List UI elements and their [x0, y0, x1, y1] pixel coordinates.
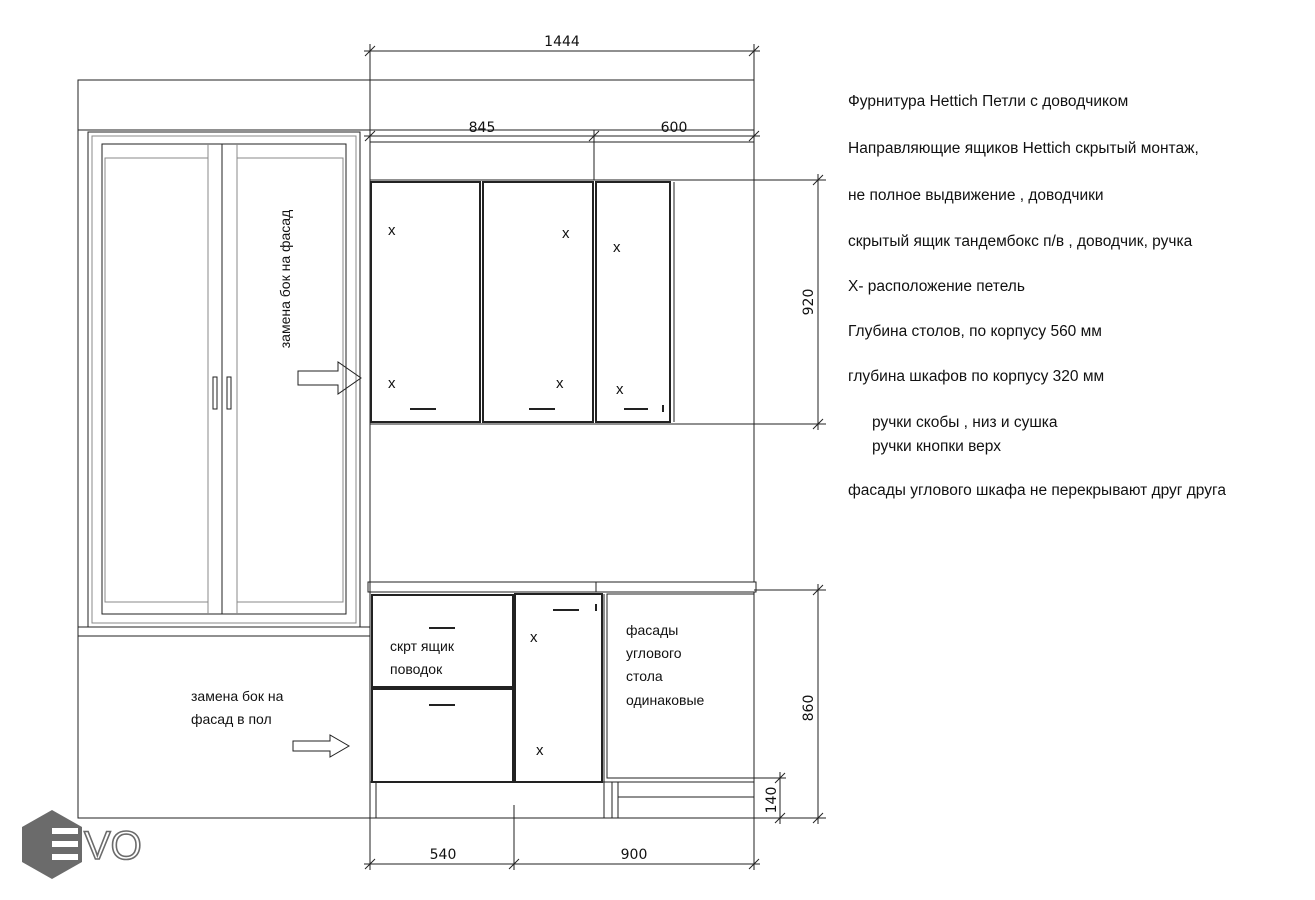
dim-lower-left-label: 540 — [429, 847, 457, 863]
hinge-mark: x — [388, 375, 396, 392]
hinge-mark: x — [562, 225, 570, 242]
arrow-right-icon — [293, 735, 349, 757]
hinge-mark: x — [388, 222, 396, 239]
dim-upper-left-label: 845 — [468, 120, 496, 136]
side-to-facade-callout — [277, 210, 361, 394]
upper-top-box — [370, 80, 754, 130]
hinge-mark: x — [613, 239, 621, 256]
corner-callout — [626, 622, 705, 708]
floor-facade-callout — [191, 688, 349, 757]
corner-label-line4: одинаковые — [626, 692, 705, 708]
drawer-bottom — [372, 689, 513, 782]
drawer-callout — [390, 638, 455, 677]
lower-cabinets — [370, 592, 754, 782]
hinge-mark: x — [616, 381, 624, 398]
dim-total-width-label: 1444 — [544, 34, 580, 50]
dim-lower-height-label: 860 — [801, 694, 817, 722]
hinge-mark: x — [556, 375, 564, 392]
note-handles-upper: ручки кнопки верх — [872, 438, 1001, 455]
dim-plinth-label: 140 — [764, 786, 780, 814]
floor-facade-label-line2: фасад в пол — [191, 711, 272, 727]
note-handles-lower: ручки скобы , низ и сушка — [872, 414, 1058, 431]
countertop — [368, 582, 756, 592]
dim-lower-widths — [364, 805, 760, 870]
dim-lower-right-label: 900 — [620, 847, 648, 863]
window-handle-left — [213, 377, 217, 409]
dim-upper-height — [754, 174, 826, 430]
note-hardware: Фурнитура Hettich Петли с доводчиком — [848, 93, 1129, 110]
note-partial-extension: не полное выдвижение , доводчики — [848, 187, 1104, 204]
window-handle-right — [227, 377, 231, 409]
note-cabinet-depth: глубина шкафов по корпусу 320 мм — [848, 368, 1105, 385]
drawer-label-line2: поводок — [390, 661, 443, 677]
hood-box — [370, 142, 754, 180]
hinge-mark: x — [536, 742, 544, 759]
corner-label-line3: стола — [626, 668, 663, 684]
plinth — [370, 782, 754, 818]
note-corner-facades: фасады углового шкафа не перекрывают друг друга — [848, 482, 1226, 499]
window-block — [78, 80, 370, 818]
dim-total-width — [364, 34, 760, 80]
lower-door — [515, 594, 602, 782]
arrow-right-icon — [298, 362, 361, 394]
upper-door-3 — [596, 182, 670, 422]
upper-door-2 — [483, 182, 593, 422]
dim-upper-height-label: 920 — [801, 288, 817, 316]
note-hinge-legend: Х- расположение петель — [848, 278, 1025, 295]
note-tandembox: скрытый ящик тандембокс п/в , доводчик, ручка — [848, 233, 1193, 250]
evo-logo — [18, 806, 168, 886]
corner-label-line2: углового — [626, 645, 682, 661]
drawer-label-line1: скрт ящик — [390, 638, 454, 654]
note-table-depth: Глубина столов, по корпусу 560 мм — [848, 323, 1102, 340]
hinge-marks — [388, 222, 624, 759]
corner-label-line1: фасады — [626, 622, 679, 638]
side-to-facade-label: замена бок на фасад — [277, 209, 293, 349]
dim-upper-right-label: 600 — [660, 120, 688, 136]
floor-facade-label-line1: замена бок на — [191, 688, 284, 704]
logo-text: VO — [84, 824, 142, 868]
backsplash — [370, 424, 754, 582]
dim-upper-widths — [364, 120, 760, 180]
note-drawer-runners: Направляющие ящиков Hettich скрытый монтаж, — [848, 140, 1199, 157]
hinge-mark: x — [530, 629, 538, 646]
dim-lower-heights — [754, 584, 826, 824]
